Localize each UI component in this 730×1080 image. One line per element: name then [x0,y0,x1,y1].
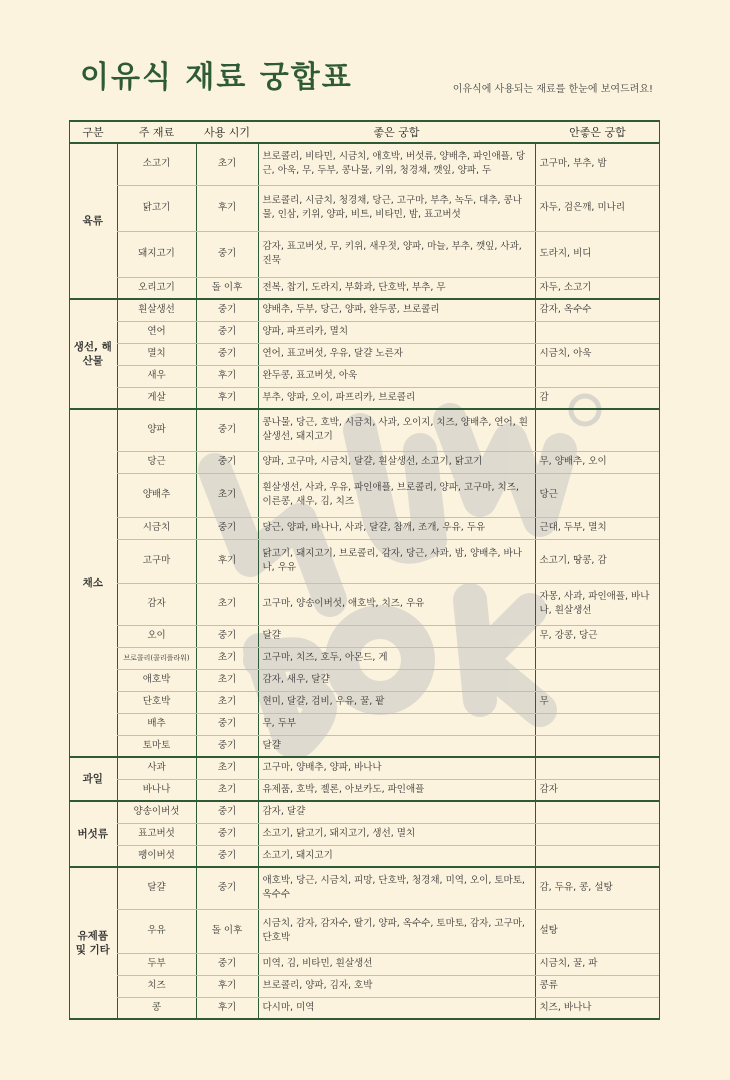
category-cell: 과일 [69,757,117,801]
period-cell: 중기 [196,823,258,845]
period-cell: 후기 [196,997,258,1019]
good-pairing-cell: 소고기, 돼지고기 [258,845,535,867]
good-pairing-cell: 브로콜리, 양파, 김자, 호박 [258,975,535,997]
category-cell: 유제품 및 기타 [69,867,117,1019]
table-row [69,997,660,1019]
period-cell: 초기 [196,583,258,625]
table-row [69,321,660,343]
ingredient-cell: 소고기 [117,143,196,185]
good-pairing-cell: 전복, 찹기, 도라지, 부화과, 단호박, 부추, 무 [258,277,535,299]
table-row [69,277,660,299]
category-cell: 육류 [69,143,117,299]
bad-pairing-cell [535,757,660,779]
good-pairing-cell: 브로콜리, 비타민, 시금치, 애호박, 버섯류, 양배추, 파인애플, 당근, 아욱, 무, 두부, 콩나물, 키위, 청경채, 깻잎, 양파, 두 [258,143,535,185]
good-pairing-cell: 양파, 파프리카, 멸치 [258,321,535,343]
good-pairing-cell: 양파, 고구마, 시금치, 달걀, 흰살생선, 소고기, 닭고기 [258,451,535,473]
header-use-period: 사용 시기 [196,121,258,143]
good-pairing-cell: 애호박, 당근, 시금치, 피망, 단호박, 청경채, 미역, 오이, 토마토, 옥수수 [258,867,535,909]
bad-pairing-cell: 감자 [535,779,660,801]
period-cell: 후기 [196,387,258,409]
good-pairing-cell: 고구마, 치즈, 호두, 아몬드, 게 [258,647,535,669]
period-cell: 후기 [196,975,258,997]
bad-pairing-cell: 자몽, 사과, 파인애플, 바나나, 흰살생선 [535,583,660,625]
good-pairing-cell: 무, 두부 [258,713,535,735]
period-cell: 중기 [196,735,258,757]
ingredient-cell: 게살 [117,387,196,409]
page-title: 이유식 재료 궁합표 [80,60,353,95]
bad-pairing-cell [535,409,660,451]
ingredient-cell: 달걀 [117,867,196,909]
ingredient-cell: 멸치 [117,343,196,365]
table-row [69,473,660,517]
bad-pairing-cell: 무, 강콩, 당근 [535,625,660,647]
good-pairing-cell: 완두콩, 표고버섯, 아욱 [258,365,535,387]
ingredient-cell: 당근 [117,451,196,473]
table-row [69,669,660,691]
table-row [69,451,660,473]
table-row [69,583,660,625]
ingredient-cell: 치즈 [117,975,196,997]
ingredient-cell: 감자 [117,583,196,625]
period-cell: 중기 [196,953,258,975]
bad-pairing-cell: 감자, 옥수수 [535,299,660,321]
ingredient-cell: 양송이버섯 [117,801,196,823]
bad-pairing-cell: 고구마, 부추, 밤 [535,143,660,185]
period-cell: 후기 [196,539,258,583]
table-row [69,801,660,823]
table-row [69,387,660,409]
good-pairing-cell: 닭고기, 돼지고기, 브로콜리, 감자, 당근, 사과, 밤, 양배추, 바나나, 우유 [258,539,535,583]
ingredient-cell: 배추 [117,713,196,735]
table-row [69,343,660,365]
table-row [69,365,660,387]
ingredient-cell: 브로콜리(콜리플라워) [117,647,196,669]
period-cell: 중기 [196,801,258,823]
table-row [69,713,660,735]
good-pairing-cell: 흰살생선, 사과, 우유, 파인애플, 브로콜리, 양파, 고구마, 치즈, 이른콩, 새우, 김, 치즈 [258,473,535,517]
table-row [69,975,660,997]
ingredient-cell: 우유 [117,909,196,953]
good-pairing-cell: 감자, 표고버섯, 무, 키위, 새우젓, 양파, 마늘, 부추, 깻잎, 사과, 진묵 [258,231,535,277]
table-row [69,409,660,451]
ingredient-pairing-table [69,120,660,1020]
ingredient-cell: 사과 [117,757,196,779]
period-cell: 초기 [196,779,258,801]
table-row [69,231,660,277]
bad-pairing-cell: 콩류 [535,975,660,997]
good-pairing-cell: 달걀 [258,735,535,757]
header-category: 구분 [69,121,117,143]
bad-pairing-cell: 시금치, 꿀, 파 [535,953,660,975]
ingredient-cell: 닭고기 [117,185,196,231]
bad-pairing-cell [535,735,660,757]
table-row [69,953,660,975]
ingredient-cell: 양파 [117,409,196,451]
table-row [69,691,660,713]
good-pairing-cell: 현미, 달걀, 검비, 우유, 꿀, 팥 [258,691,535,713]
bad-pairing-cell: 근대, 두부, 멸치 [535,517,660,539]
period-cell: 초기 [196,473,258,517]
ingredient-cell: 토마토 [117,735,196,757]
header-main-ingredient: 주 재료 [117,121,196,143]
ingredient-cell: 두부 [117,953,196,975]
header-good-pairing: 좋은 궁합 [258,121,535,143]
good-pairing-cell: 시금치, 감자, 감자수, 딸기, 양파, 옥수수, 토마토, 감자, 고구마, 단호박 [258,909,535,953]
header-bad-pairing: 안좋은 궁합 [535,121,660,143]
good-pairing-cell: 부추, 양파, 오이, 파프리카, 브로콜리 [258,387,535,409]
bad-pairing-cell [535,365,660,387]
bad-pairing-cell: 감 [535,387,660,409]
ingredient-cell: 새우 [117,365,196,387]
period-cell: 중기 [196,231,258,277]
good-pairing-cell: 유제품, 호박, 젤론, 아보카도, 파인애플 [258,779,535,801]
bad-pairing-cell: 설탕 [535,909,660,953]
category-cell: 채소 [69,409,117,757]
bad-pairing-cell: 감, 두유, 콩, 설탕 [535,867,660,909]
table-row [69,517,660,539]
bad-pairing-cell: 시금치, 아욱 [535,343,660,365]
table-row [69,539,660,583]
bad-pairing-cell [535,647,660,669]
period-cell: 초기 [196,669,258,691]
period-cell: 돌 이후 [196,277,258,299]
bad-pairing-cell: 치즈, 바나나 [535,997,660,1019]
good-pairing-cell: 감자, 새우, 달걀 [258,669,535,691]
good-pairing-cell: 당근, 양파, 바나나, 사과, 달걀, 참깨, 조개, 우유, 두유 [258,517,535,539]
period-cell: 중기 [196,409,258,451]
bad-pairing-cell: 도라지, 비디 [535,231,660,277]
good-pairing-cell: 달걀 [258,625,535,647]
ingredient-cell: 팽이버섯 [117,845,196,867]
ingredient-cell: 오리고기 [117,277,196,299]
bad-pairing-cell [535,801,660,823]
good-pairing-cell: 감자, 달걀 [258,801,535,823]
ingredient-cell: 연어 [117,321,196,343]
period-cell: 후기 [196,365,258,387]
ingredient-cell: 돼지고기 [117,231,196,277]
period-cell: 초기 [196,691,258,713]
page-subtitle: 이유식에 사용되는 재료를 한눈에 보여드려요! [452,84,653,95]
period-cell: 중기 [196,867,258,909]
table-row [69,299,660,321]
table-row [69,625,660,647]
category-cell: 버섯류 [69,801,117,867]
period-cell: 초기 [196,647,258,669]
period-cell: 중기 [196,299,258,321]
table-row [69,735,660,757]
good-pairing-cell: 소고기, 닭고기, 돼지고기, 생선, 멸치 [258,823,535,845]
bad-pairing-cell: 당근 [535,473,660,517]
good-pairing-cell: 연어, 표고버섯, 우유, 달걀 노른자 [258,343,535,365]
table-row [69,185,660,231]
bad-pairing-cell: 무 [535,691,660,713]
good-pairing-cell: 양배추, 두부, 당근, 양파, 완두콩, 브로콜리 [258,299,535,321]
good-pairing-cell: 고구마, 양배추, 양파, 바나나 [258,757,535,779]
period-cell: 중기 [196,451,258,473]
table-row [69,867,660,909]
bad-pairing-cell [535,713,660,735]
ingredient-cell: 고구마 [117,539,196,583]
table-row [69,647,660,669]
good-pairing-cell: 다시마, 미역 [258,997,535,1019]
good-pairing-cell: 콩나물, 당근, 호박, 시금치, 사과, 오이지, 치즈, 양배추, 연어, 흰살생선, 돼지고기 [258,409,535,451]
good-pairing-cell: 브로콜리, 시금치, 청경채, 당근, 고구마, 부추, 녹두, 대추, 콩나물, 인삼, 키위, 양파, 비트, 비타민, 밤, 표고버섯 [258,185,535,231]
bad-pairing-cell: 자두, 소고기 [535,277,660,299]
table-header-row [69,121,660,143]
good-pairing-cell: 고구마, 양송이버섯, 애호박, 치즈, 우유 [258,583,535,625]
ingredient-cell: 표고버섯 [117,823,196,845]
period-cell: 중기 [196,625,258,647]
ingredient-cell: 양배추 [117,473,196,517]
table-row [69,845,660,867]
period-cell: 돌 이후 [196,909,258,953]
table-row [69,757,660,779]
period-cell: 중기 [196,845,258,867]
table-row [69,909,660,953]
ingredient-cell: 콩 [117,997,196,1019]
ingredient-cell: 시금치 [117,517,196,539]
period-cell: 중기 [196,713,258,735]
bad-pairing-cell [535,321,660,343]
bad-pairing-cell: 무, 양배추, 오이 [535,451,660,473]
bad-pairing-cell: 소고기, 땅콩, 감 [535,539,660,583]
good-pairing-cell: 미역, 김, 비타민, 흰살생선 [258,953,535,975]
period-cell: 중기 [196,321,258,343]
table-row [69,823,660,845]
period-cell: 후기 [196,185,258,231]
ingredient-cell: 흰살생선 [117,299,196,321]
ingredient-cell: 애호박 [117,669,196,691]
ingredient-cell: 바나나 [117,779,196,801]
period-cell: 초기 [196,757,258,779]
bad-pairing-cell [535,823,660,845]
ingredient-cell: 오이 [117,625,196,647]
bad-pairing-cell [535,845,660,867]
period-cell: 초기 [196,143,258,185]
bad-pairing-cell: 자두, 검은깨, 미나리 [535,185,660,231]
period-cell: 중기 [196,343,258,365]
table-row [69,779,660,801]
bad-pairing-cell [535,669,660,691]
category-cell: 생선, 해산물 [69,299,117,409]
ingredient-cell: 단호박 [117,691,196,713]
period-cell: 중기 [196,517,258,539]
table-row [69,143,660,185]
